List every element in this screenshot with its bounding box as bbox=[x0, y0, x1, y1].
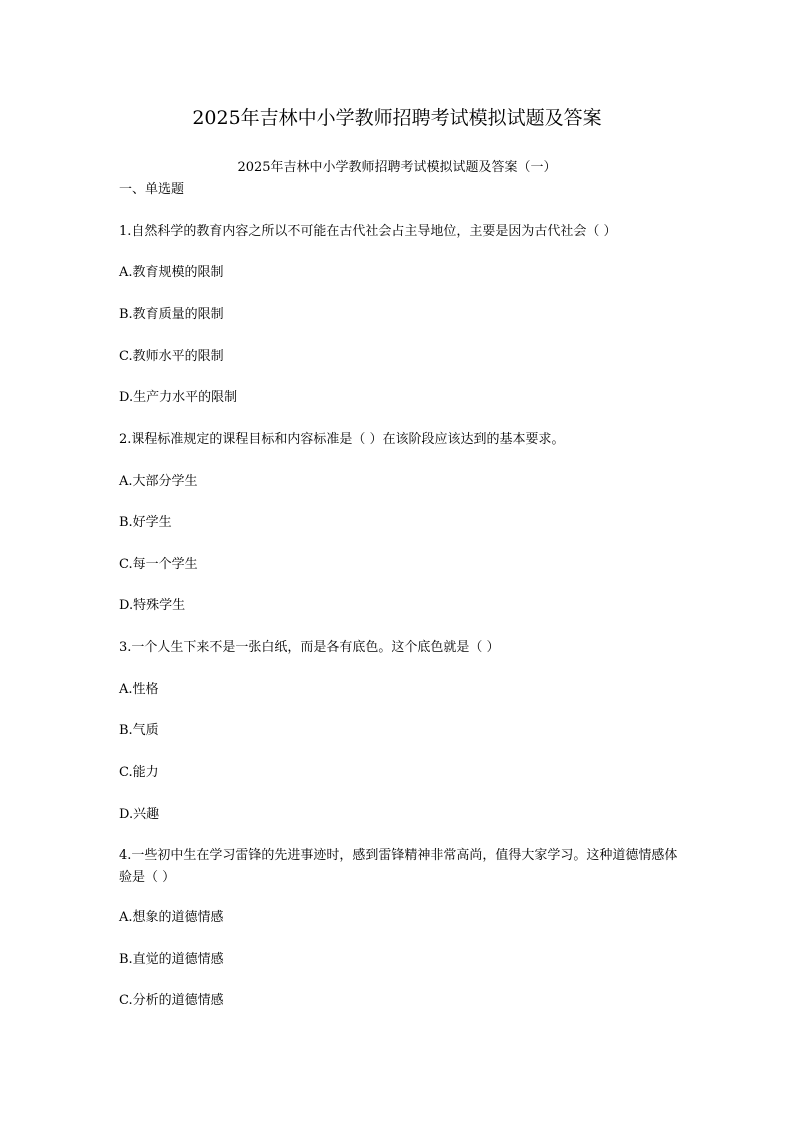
answer-option: A.想象的道德情感 bbox=[119, 910, 224, 925]
answer-option: C.能力 bbox=[119, 765, 159, 780]
document-title: 2025年吉林中小学教师招聘考试模拟试题及答案 bbox=[192, 107, 602, 129]
answer-option: B.好学生 bbox=[119, 515, 172, 530]
answer-option: B.教育质量的限制 bbox=[119, 307, 224, 322]
question-stem: 3.一个人生下来不是一张白纸，而是各有底色。这个底色就是（ ） bbox=[119, 640, 500, 655]
answer-option: C.每一个学生 bbox=[119, 557, 198, 572]
question-stem: 2.课程标准规定的课程目标和内容标准是（ ）在该阶段应该达到的基本要求。 bbox=[119, 432, 565, 447]
answer-option: A.性格 bbox=[119, 682, 159, 697]
answer-option: D.生产力水平的限制 bbox=[119, 390, 238, 405]
answer-option: D.特殊学生 bbox=[119, 598, 186, 613]
question-stem: 4.一些初中生在学习雷锋的先进事迹时，感到雷锋精神非常高尚，值得大家学习。这种道德情感体验是（ ） bbox=[119, 848, 678, 885]
answer-option: A.教育规模的限制 bbox=[119, 265, 224, 280]
answer-option: C.分析的道德情感 bbox=[119, 993, 224, 1008]
question-type-heading: 一、单选题 bbox=[119, 182, 185, 197]
section-subtitle: 2025年吉林中小学教师招聘考试模拟试题及答案（一） bbox=[237, 160, 557, 175]
answer-option: B.气质 bbox=[119, 723, 159, 738]
answer-option: A.大部分学生 bbox=[119, 474, 198, 489]
question-stem: 1.自然科学的教育内容之所以不可能在古代社会占主导地位，主要是因为古代社会（ ） bbox=[119, 224, 617, 239]
answer-option: B.直觉的道德情感 bbox=[119, 952, 224, 967]
answer-option: D.兴趣 bbox=[119, 807, 160, 822]
answer-option: C.教师水平的限制 bbox=[119, 349, 224, 364]
